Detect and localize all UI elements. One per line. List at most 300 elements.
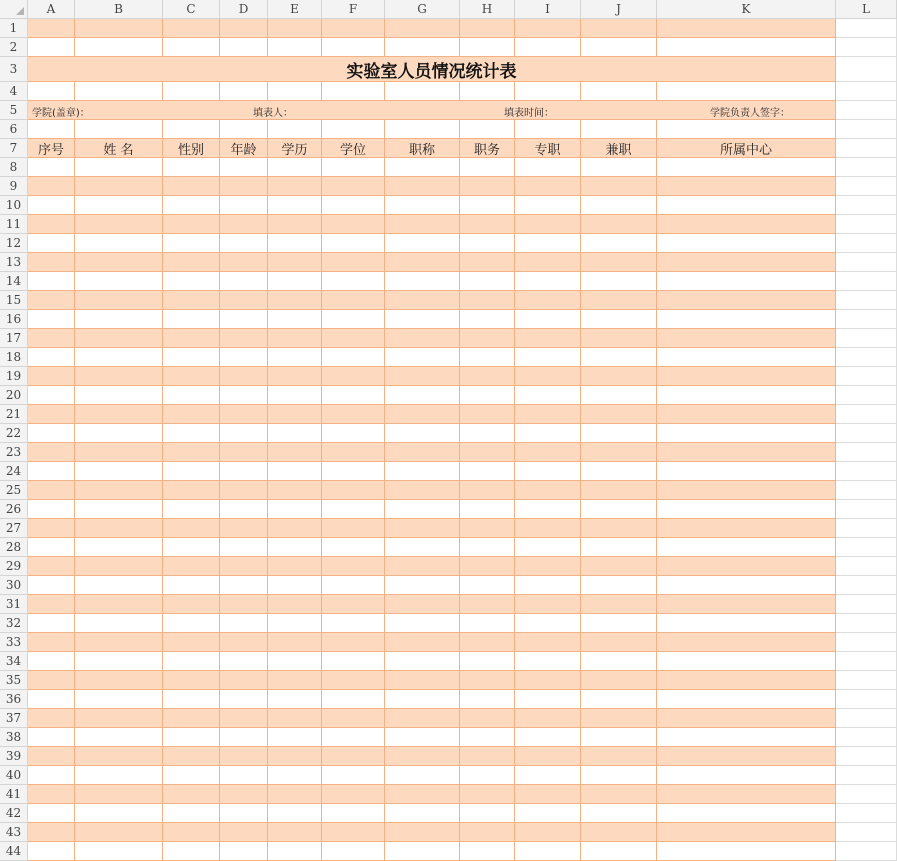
cell[interactable] <box>657 38 836 57</box>
cell[interactable] <box>460 253 515 272</box>
cell[interactable] <box>28 310 75 329</box>
cell[interactable] <box>515 728 581 747</box>
column-header-c[interactable]: C <box>163 0 220 19</box>
cell[interactable] <box>163 690 220 709</box>
cell[interactable] <box>268 823 322 842</box>
cell[interactable] <box>581 652 657 671</box>
cell[interactable] <box>28 405 75 424</box>
cell[interactable] <box>581 272 657 291</box>
cell[interactable] <box>581 804 657 823</box>
table-header-cell[interactable]: 兼职 <box>581 139 657 158</box>
cell[interactable] <box>75 557 163 576</box>
cell[interactable] <box>163 177 220 196</box>
cell[interactable] <box>268 481 322 500</box>
cell[interactable] <box>581 709 657 728</box>
cell[interactable] <box>460 291 515 310</box>
cell[interactable] <box>75 367 163 386</box>
cell[interactable] <box>515 367 581 386</box>
cell[interactable] <box>515 291 581 310</box>
cell[interactable] <box>220 19 268 38</box>
cell[interactable] <box>385 633 460 652</box>
cell[interactable] <box>28 38 75 57</box>
cell[interactable] <box>515 519 581 538</box>
cell[interactable] <box>322 462 385 481</box>
cell[interactable] <box>220 329 268 348</box>
row-header-29[interactable]: 29 <box>0 557 28 576</box>
cell[interactable] <box>460 177 515 196</box>
cell[interactable] <box>385 424 460 443</box>
cell[interactable] <box>28 519 75 538</box>
cell[interactable] <box>220 481 268 500</box>
cell[interactable] <box>163 481 220 500</box>
cell[interactable] <box>220 253 268 272</box>
cell[interactable] <box>322 576 385 595</box>
cell[interactable] <box>220 690 268 709</box>
cell[interactable] <box>28 386 75 405</box>
cell[interactable] <box>28 367 75 386</box>
cell[interactable] <box>836 443 897 462</box>
cell[interactable] <box>515 234 581 253</box>
cell[interactable] <box>385 196 460 215</box>
cell[interactable] <box>515 747 581 766</box>
cell[interactable] <box>268 443 322 462</box>
cell[interactable] <box>322 424 385 443</box>
cell[interactable] <box>163 595 220 614</box>
row-header-33[interactable]: 33 <box>0 633 28 652</box>
cell[interactable] <box>581 766 657 785</box>
cell[interactable] <box>28 842 75 861</box>
table-header-cell[interactable]: 性别 <box>163 139 220 158</box>
cell[interactable] <box>836 538 897 557</box>
cell[interactable] <box>460 348 515 367</box>
cell[interactable] <box>581 671 657 690</box>
cell[interactable] <box>28 671 75 690</box>
row-header-39[interactable]: 39 <box>0 747 28 766</box>
cell[interactable] <box>657 728 836 747</box>
cell[interactable] <box>268 690 322 709</box>
cell[interactable] <box>657 785 836 804</box>
row-header-30[interactable]: 30 <box>0 576 28 595</box>
cell[interactable] <box>28 766 75 785</box>
cell[interactable] <box>220 728 268 747</box>
cell[interactable] <box>28 652 75 671</box>
table-header-cell[interactable]: 姓 名 <box>75 139 163 158</box>
column-header-d[interactable]: D <box>220 0 268 19</box>
cell[interactable] <box>385 120 460 139</box>
cell[interactable] <box>220 595 268 614</box>
cell[interactable] <box>163 557 220 576</box>
cell[interactable] <box>268 500 322 519</box>
cell[interactable] <box>28 291 75 310</box>
cell[interactable] <box>657 82 836 101</box>
cell[interactable] <box>220 234 268 253</box>
cell[interactable] <box>460 443 515 462</box>
cell[interactable] <box>385 481 460 500</box>
cell[interactable] <box>75 500 163 519</box>
cell[interactable] <box>515 424 581 443</box>
cell[interactable] <box>220 804 268 823</box>
cell[interactable] <box>581 500 657 519</box>
cell[interactable] <box>460 785 515 804</box>
cell[interactable] <box>220 709 268 728</box>
cell[interactable] <box>75 38 163 57</box>
cell[interactable] <box>220 747 268 766</box>
cell[interactable] <box>28 215 75 234</box>
cell[interactable] <box>268 348 322 367</box>
cell[interactable] <box>28 329 75 348</box>
cell[interactable] <box>220 38 268 57</box>
row-header-35[interactable]: 35 <box>0 671 28 690</box>
cell[interactable] <box>581 291 657 310</box>
cell[interactable] <box>28 272 75 291</box>
row-header-27[interactable]: 27 <box>0 519 28 538</box>
cell[interactable] <box>385 348 460 367</box>
cell[interactable] <box>28 614 75 633</box>
row-header-12[interactable]: 12 <box>0 234 28 253</box>
cell[interactable] <box>581 329 657 348</box>
cell[interactable] <box>322 253 385 272</box>
cell[interactable] <box>268 253 322 272</box>
cell[interactable] <box>385 462 460 481</box>
cell[interactable] <box>460 728 515 747</box>
cell[interactable] <box>220 633 268 652</box>
cell[interactable] <box>163 785 220 804</box>
cell[interactable] <box>836 842 897 861</box>
cell[interactable] <box>460 538 515 557</box>
cell[interactable] <box>163 519 220 538</box>
cell[interactable] <box>836 272 897 291</box>
cell[interactable] <box>220 842 268 861</box>
cell[interactable] <box>836 367 897 386</box>
cell[interactable] <box>385 614 460 633</box>
cell[interactable] <box>836 310 897 329</box>
cell[interactable] <box>581 234 657 253</box>
row-header-10[interactable]: 10 <box>0 196 28 215</box>
cell[interactable] <box>385 329 460 348</box>
cell[interactable] <box>268 614 322 633</box>
cell[interactable] <box>657 652 836 671</box>
cell[interactable] <box>322 291 385 310</box>
cell[interactable] <box>657 690 836 709</box>
cell[interactable] <box>515 310 581 329</box>
cell[interactable] <box>581 747 657 766</box>
cell[interactable] <box>220 823 268 842</box>
cell[interactable] <box>836 386 897 405</box>
cell[interactable] <box>220 424 268 443</box>
cell[interactable] <box>220 120 268 139</box>
row-header-8[interactable]: 8 <box>0 158 28 177</box>
cell[interactable] <box>581 519 657 538</box>
cell[interactable] <box>460 234 515 253</box>
cell[interactable] <box>515 82 581 101</box>
cell[interactable] <box>460 671 515 690</box>
cell[interactable] <box>28 443 75 462</box>
cell[interactable] <box>28 785 75 804</box>
cell[interactable] <box>322 177 385 196</box>
cell[interactable] <box>460 120 515 139</box>
row-header-25[interactable]: 25 <box>0 481 28 500</box>
cell[interactable] <box>385 19 460 38</box>
cell[interactable] <box>75 253 163 272</box>
cell[interactable] <box>75 405 163 424</box>
cell[interactable] <box>28 481 75 500</box>
cell[interactable] <box>657 595 836 614</box>
cell[interactable] <box>163 747 220 766</box>
cell[interactable] <box>515 481 581 500</box>
cell[interactable] <box>75 215 163 234</box>
row-header-37[interactable]: 37 <box>0 709 28 728</box>
cell[interactable] <box>581 690 657 709</box>
row-header-2[interactable]: 2 <box>0 38 28 57</box>
cell[interactable] <box>268 158 322 177</box>
table-header-cell[interactable]: 职务 <box>460 139 515 158</box>
column-header-e[interactable]: E <box>268 0 322 19</box>
cell[interactable] <box>268 386 322 405</box>
cell[interactable] <box>28 633 75 652</box>
cell[interactable] <box>163 823 220 842</box>
table-header-cell[interactable]: 专职 <box>515 139 581 158</box>
cell[interactable] <box>220 177 268 196</box>
cell[interactable] <box>581 196 657 215</box>
cell[interactable] <box>581 405 657 424</box>
cell[interactable] <box>836 158 897 177</box>
cell[interactable] <box>460 804 515 823</box>
cell[interactable] <box>75 196 163 215</box>
cell[interactable] <box>515 253 581 272</box>
cell[interactable] <box>28 728 75 747</box>
cell[interactable] <box>385 728 460 747</box>
cell[interactable] <box>322 633 385 652</box>
cell[interactable] <box>836 234 897 253</box>
cell[interactable] <box>268 519 322 538</box>
row-header-20[interactable]: 20 <box>0 386 28 405</box>
cell[interactable] <box>515 329 581 348</box>
cell[interactable] <box>515 158 581 177</box>
cell[interactable] <box>75 633 163 652</box>
cell[interactable] <box>385 747 460 766</box>
cell[interactable] <box>581 310 657 329</box>
row-header-4[interactable]: 4 <box>0 82 28 101</box>
cell[interactable] <box>581 481 657 500</box>
cell[interactable] <box>515 462 581 481</box>
cell[interactable] <box>657 424 836 443</box>
cell[interactable] <box>515 614 581 633</box>
cell[interactable] <box>460 405 515 424</box>
column-header-g[interactable]: G <box>385 0 460 19</box>
cell[interactable] <box>220 500 268 519</box>
cell[interactable] <box>657 538 836 557</box>
cell[interactable] <box>385 823 460 842</box>
cell[interactable] <box>75 671 163 690</box>
cell[interactable] <box>385 234 460 253</box>
cell[interactable] <box>75 234 163 253</box>
cell[interactable] <box>268 671 322 690</box>
cell[interactable] <box>322 158 385 177</box>
cell[interactable] <box>322 690 385 709</box>
row-header-17[interactable]: 17 <box>0 329 28 348</box>
row-header-28[interactable]: 28 <box>0 538 28 557</box>
cell[interactable] <box>581 348 657 367</box>
cell[interactable] <box>28 82 75 101</box>
cell[interactable] <box>581 633 657 652</box>
row-header-41[interactable]: 41 <box>0 785 28 804</box>
cell[interactable] <box>220 614 268 633</box>
cell[interactable] <box>836 671 897 690</box>
row-header-1[interactable]: 1 <box>0 19 28 38</box>
cell[interactable] <box>460 595 515 614</box>
cell[interactable] <box>28 690 75 709</box>
cell[interactable] <box>581 462 657 481</box>
cell[interactable] <box>268 291 322 310</box>
cell[interactable] <box>322 443 385 462</box>
cell[interactable] <box>268 405 322 424</box>
cell[interactable] <box>581 576 657 595</box>
cell[interactable] <box>581 785 657 804</box>
row-header-36[interactable]: 36 <box>0 690 28 709</box>
cell[interactable] <box>836 57 897 82</box>
cell[interactable] <box>322 481 385 500</box>
cell[interactable] <box>28 804 75 823</box>
cell[interactable] <box>581 158 657 177</box>
cell[interactable] <box>220 158 268 177</box>
cell[interactable] <box>836 101 897 120</box>
cell[interactable] <box>75 424 163 443</box>
cell[interactable] <box>268 804 322 823</box>
cell[interactable] <box>836 348 897 367</box>
cell[interactable] <box>836 785 897 804</box>
cell[interactable] <box>515 19 581 38</box>
cell[interactable] <box>581 557 657 576</box>
row-header-22[interactable]: 22 <box>0 424 28 443</box>
column-header-f[interactable]: F <box>322 0 385 19</box>
cell[interactable] <box>657 804 836 823</box>
cell[interactable] <box>581 614 657 633</box>
cell[interactable] <box>515 348 581 367</box>
cell[interactable] <box>460 386 515 405</box>
row-header-43[interactable]: 43 <box>0 823 28 842</box>
cell[interactable] <box>163 38 220 57</box>
cell[interactable] <box>28 823 75 842</box>
cell[interactable] <box>836 652 897 671</box>
cell[interactable] <box>657 709 836 728</box>
cell[interactable] <box>322 728 385 747</box>
cell[interactable] <box>75 177 163 196</box>
cell[interactable] <box>322 38 385 57</box>
cell[interactable] <box>460 481 515 500</box>
cell[interactable] <box>385 38 460 57</box>
row-header-19[interactable]: 19 <box>0 367 28 386</box>
cell[interactable] <box>385 671 460 690</box>
cell[interactable] <box>657 386 836 405</box>
cell[interactable] <box>836 747 897 766</box>
cell[interactable] <box>657 671 836 690</box>
cell[interactable] <box>657 253 836 272</box>
cell[interactable] <box>268 234 322 253</box>
cell[interactable] <box>75 443 163 462</box>
cell[interactable] <box>657 842 836 861</box>
cell[interactable] <box>515 823 581 842</box>
cell[interactable] <box>657 329 836 348</box>
table-header-cell[interactable]: 年龄 <box>220 139 268 158</box>
cell[interactable] <box>657 747 836 766</box>
cell[interactable] <box>163 842 220 861</box>
cell[interactable] <box>657 405 836 424</box>
cell[interactable] <box>220 538 268 557</box>
cell[interactable] <box>28 19 75 38</box>
table-header-cell[interactable]: 所属中心 <box>657 139 836 158</box>
cell[interactable] <box>220 462 268 481</box>
cell[interactable] <box>385 443 460 462</box>
cell[interactable] <box>75 595 163 614</box>
cell[interactable] <box>657 367 836 386</box>
cell[interactable] <box>75 614 163 633</box>
cell[interactable] <box>163 538 220 557</box>
cell[interactable] <box>322 500 385 519</box>
cell[interactable] <box>836 614 897 633</box>
cell[interactable] <box>28 500 75 519</box>
table-header-cell[interactable]: 学历 <box>268 139 322 158</box>
cell[interactable] <box>268 424 322 443</box>
cell[interactable] <box>385 595 460 614</box>
cell[interactable] <box>836 291 897 310</box>
cell[interactable] <box>163 633 220 652</box>
cell[interactable] <box>75 652 163 671</box>
row-header-21[interactable]: 21 <box>0 405 28 424</box>
row-header-32[interactable]: 32 <box>0 614 28 633</box>
cell[interactable] <box>28 177 75 196</box>
cell[interactable] <box>657 462 836 481</box>
cell[interactable] <box>836 253 897 272</box>
cell[interactable] <box>163 82 220 101</box>
cell[interactable] <box>385 766 460 785</box>
cell[interactable] <box>460 519 515 538</box>
cell[interactable] <box>657 614 836 633</box>
cell[interactable] <box>220 272 268 291</box>
cell[interactable] <box>385 215 460 234</box>
cell[interactable] <box>385 253 460 272</box>
cell[interactable] <box>460 158 515 177</box>
cell[interactable] <box>75 690 163 709</box>
cell[interactable] <box>28 595 75 614</box>
cell[interactable] <box>163 386 220 405</box>
row-header-5[interactable]: 5 <box>0 101 28 120</box>
cell[interactable] <box>836 690 897 709</box>
cell[interactable] <box>75 576 163 595</box>
cell[interactable] <box>515 38 581 57</box>
cell[interactable] <box>460 367 515 386</box>
cell[interactable] <box>385 804 460 823</box>
cell[interactable] <box>836 462 897 481</box>
cell[interactable] <box>75 348 163 367</box>
cell[interactable] <box>163 272 220 291</box>
cell[interactable] <box>836 709 897 728</box>
row-header-7[interactable]: 7 <box>0 139 28 158</box>
cell[interactable] <box>268 82 322 101</box>
cell[interactable] <box>163 19 220 38</box>
cell[interactable] <box>28 538 75 557</box>
cell[interactable] <box>322 652 385 671</box>
cell[interactable] <box>268 766 322 785</box>
cell[interactable] <box>75 785 163 804</box>
cell[interactable] <box>836 595 897 614</box>
cell[interactable] <box>385 519 460 538</box>
cell[interactable] <box>581 367 657 386</box>
cell[interactable] <box>75 310 163 329</box>
cell[interactable] <box>75 120 163 139</box>
column-header-i[interactable]: I <box>515 0 581 19</box>
cell[interactable] <box>515 690 581 709</box>
row-header-3[interactable]: 3 <box>0 57 28 82</box>
